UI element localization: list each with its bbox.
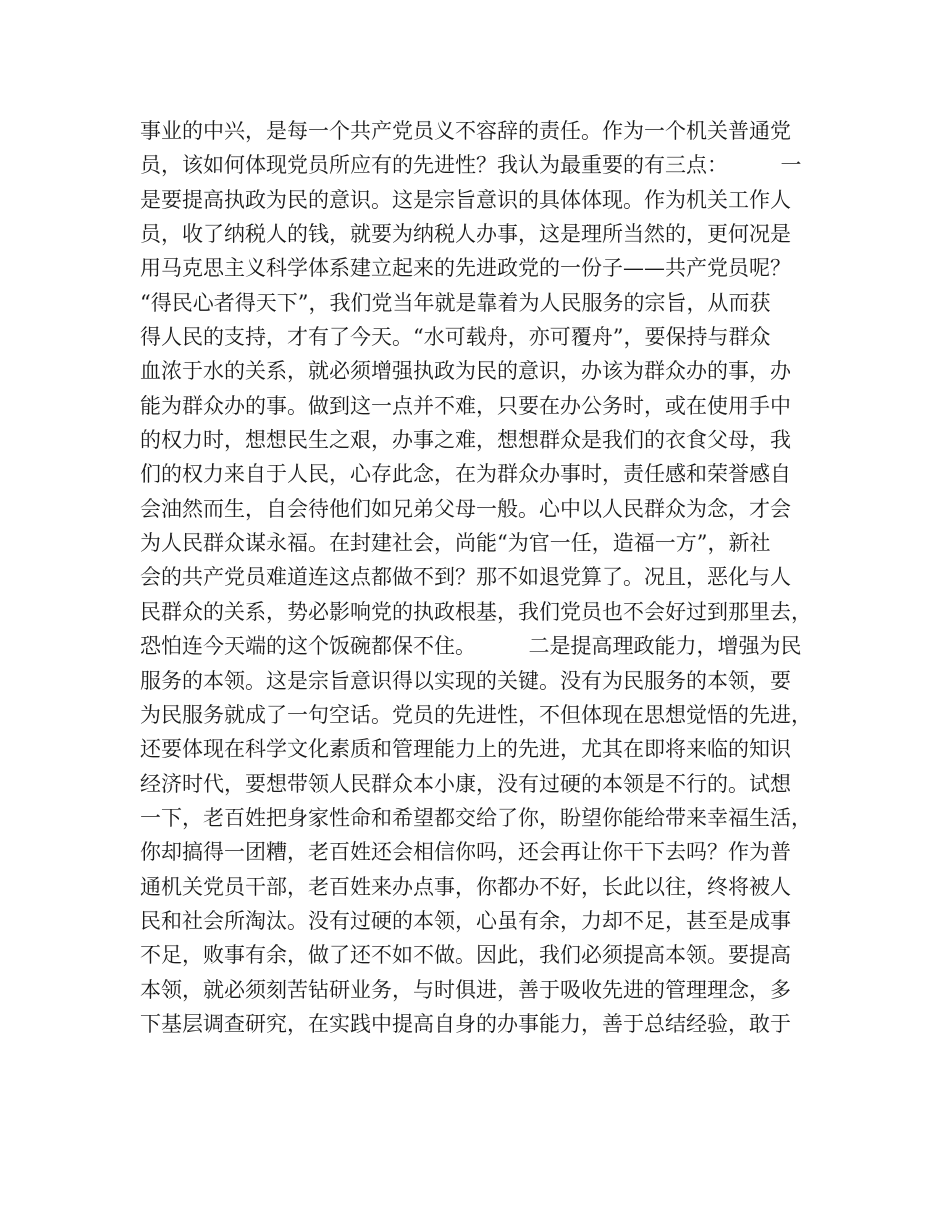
text-line: 得人民的支持，才有了今天。“水可载舟，亦可覆舟”，要保持与群众 (140, 325, 771, 350)
text-line: 是要提高执政为民的意识。这是宗旨意识的具体体现。作为机关工作人 (140, 187, 791, 212)
text-line: 会的共产党员难道连这点都做不到？那不如退党算了。况且，恶化与人 (140, 565, 791, 590)
text-line: 会油然而生，自会待他们如兄弟父母一般。心中以人民群众为念，才会 (140, 496, 791, 521)
text-line: 事业的中兴，是每一个共产党员义不容辞的责任。作为一个机关普通党 (140, 119, 791, 143)
text-line: 能为群众办的事。做到这一点并不难，只要在办公务时，或在使用手中 (140, 393, 791, 418)
text-line: 本领，就必须刻苦钻研业务，与时俱进，善于吸收先进的管理理念，多 (140, 977, 791, 1002)
text-line: 不足，败事有余，做了还不如不做。因此，我们必须提高本领。要提高 (140, 943, 791, 968)
text-line: 民群众的关系，势必影响党的执政根基，我们党员也不会好过到那里去， (140, 599, 812, 624)
text-line: 的权力时，想想民生之艰，办事之难，想想群众是我们的衣食父母，我 (140, 428, 791, 453)
text-line: 用马克思主义科学体系建立起来的先进政党的一份子——共产党员呢？ (140, 256, 791, 281)
text-line: 员，收了纳税人的钱，就要为纳税人办事，这是理所当然的，更何况是 (140, 222, 791, 247)
text-line: 经济时代，要想带领人民群众本小康，没有过硬的本领是不行的。试想 (140, 771, 791, 796)
text-line: 血浓于水的关系，就必须增强执政为民的意识，办该为群众办的事，办 (140, 359, 791, 384)
text-line: 服务的本领。这是宗旨意识得以实现的关键。没有为民服务的本领，要 (140, 668, 791, 693)
text-line: 们的权力来自于人民，心存此念，在为群众办事时，责任感和荣誉感自 (140, 462, 791, 487)
text-line: 通机关党员干部，老百姓来办点事，你都办不好，长此以往，终将被人 (140, 874, 791, 899)
text-line: 你却搞得一团糟，老百姓还会相信你吗，还会再让你干下去吗？作为普 (140, 840, 791, 865)
text-line: “得民心者得天下”，我们党当年就是靠着为人民服务的宗旨，从而获 (140, 290, 771, 315)
text-line: 民和社会所淘汰。没有过硬的本领，心虽有余，力却不足，甚至是成事 (140, 908, 791, 933)
text-line: 为人民群众谋永福。在封建社会，尚能“为官一任，造福一方”，新社 (140, 531, 771, 556)
text-line: 还要体现在科学文化素质和管理能力上的先进，尤其在即将来临的知识 (140, 737, 791, 762)
text-line: 员，该如何体现党员所应有的先进性？我认为最重要的有三点： 一 (140, 153, 802, 178)
text-line: 为民服务就成了一句空话。党员的先进性，不但体现在思想觉悟的先进， (140, 702, 812, 727)
text-line: 一下，老百姓把身家性命和希望都交给了你，盼望你能给带来幸福生活， (140, 805, 812, 830)
body-text (140, 114, 830, 1041)
text-line: 恐怕连今天端的这个饭碗都保不住。 二是提高理政能力，增强为民 (140, 634, 802, 659)
text-line: 下基层调查研究，在实践中提高自身的办事能力，善于总结经验，敢于 (140, 1011, 791, 1036)
